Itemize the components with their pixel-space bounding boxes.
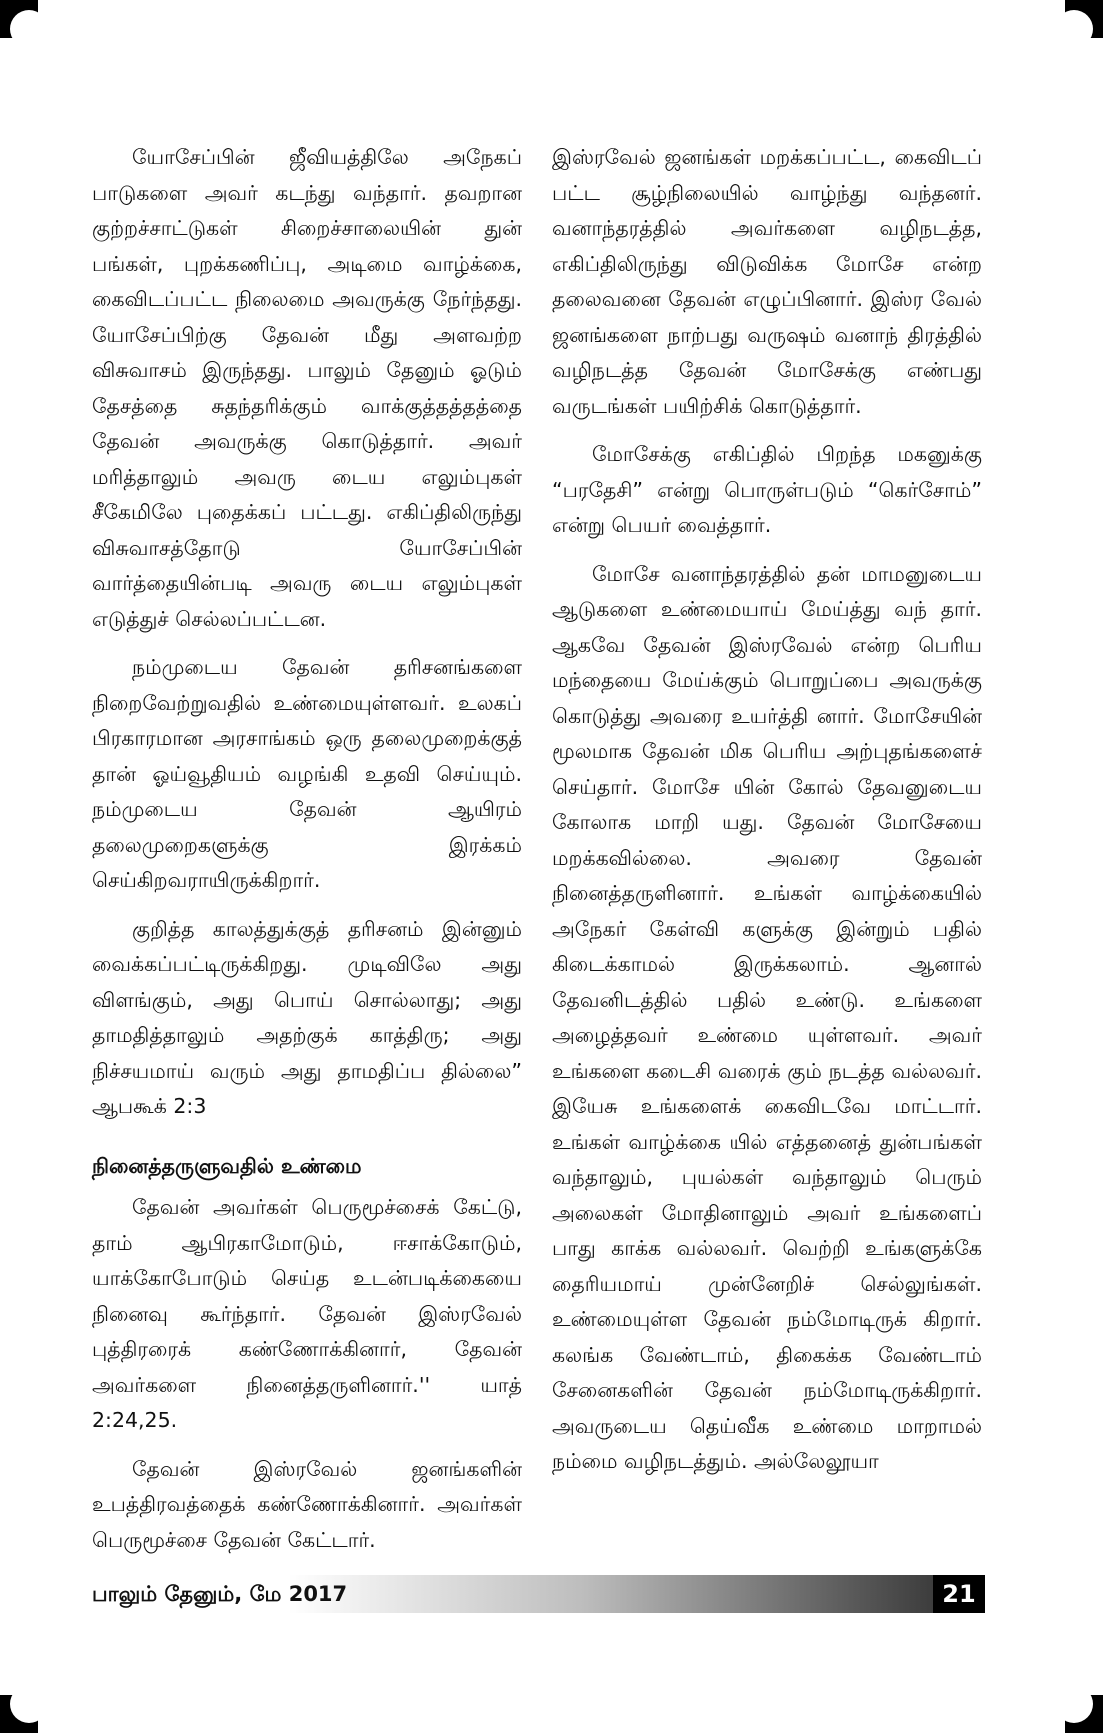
section-heading: நினைத்தருளுவதில் உண்மை [92, 1153, 362, 1178]
publication-title: பாலும் தேனும், மே 2017 [92, 1582, 348, 1606]
paragraph: இஸ்ரவேல் ஜனங்கள் மறக்கப்பட்ட, கைவிடப் பட்ட சூழ்நிலையில் வாழ்ந்து வந்தனர். வனாந்தரத்தில் அவர்களை வழிநடத்த, எகிப்திலிருந்து விடுவிக்க மோசே என்ற தலைவனை தேவன் எழுப்பினார். இஸ்ர வேல் ஜனங்களை நாற்பது வருஷம் வனாந் திரத்தில் வழிநடத்த தேவன் மோசேக்கு எண்பது வருடங்கள் பயிற்சிக் கொடுத்தார். [552, 145, 982, 418]
page-number: 21 [933, 1575, 985, 1613]
paragraph: யோசேப்பின் ஜீவியத்திலே அநேகப் பாடுகளை அவர் கடந்து வந்தார். தவறான குற்றச்சாட்டுகள் சிறைச்சாலையின் துன் பங்கள், புறக்கணிப்பு, அடிமை வாழ்க்கை, கைவிடப்பட்ட நிலைமை அவருக்கு நேர்ந்தது. யோசேப்பிற்கு தேவன் மீது அளவற்ற விசுவாசம் இருந்தது. பாலும் தேனும் ஓடும் தேசத்தை சுதந்தரிக்கும் வாக்குத்தத்தத்தை தேவன் அவருக்கு கொடுத்தார். அவர் மரித்தாலும் அவரு டைய எலும்புகள் சீகேமிலே புதைக்கப் பட்டது. எகிப்திலிருந்து விசுவாசத்தோடு யோசேப்பின் வார்த்தையின்படி அவரு டைய எலும்புகள் எடுத்துச் செல்லப்பட்டன. [92, 145, 522, 631]
paragraph: தேவன் அவர்கள் பெருமூச்சைக் கேட்டு, தாம் ஆபிரகாமோடும், ஈசாக்கோடும், யாக்கோபோடும் செய்த உடன்படிக்கையை நினைவு கூர்ந்தார். தேவன் இஸ்ரவேல் புத்திரரைக் கண்ணோக்கினார், தேவன் அவர்களை நினைத்தருளினார்.'' யாத் 2:24,25. [92, 1195, 522, 1432]
page-footer [92, 1575, 985, 1613]
corner-mark-bottom-left [0, 1695, 38, 1733]
paragraph: மோசே வனாந்தரத்தில் தன் மாமனுடைய ஆடுகளை உண்மையாய் மேய்த்து வந் தார். ஆகவே தேவன் இஸ்ரவேல் என்ற பெரிய மந்தையை மேய்க்கும் பொறுப்பை அவருக்கு கொடுத்து அவரை உயர்த்தி னார். மோசேயின் மூலமாக தேவன் மிக பெரிய அற்புதங்களைச் செய்தார். மோசே யின் கோல் தேவனுடைய கோலாக மாறி யது. தேவன் மோசேயை மறக்கவில்லை. அவரை தேவன் நினைத்தருளினார். உங்கள் வாழ்க்கையில் அநேகர் கேள்வி களுக்கு இன்றும் பதில் கிடைக்காமல் இருக்கலாம். ஆனால் தேவனிடத்தில் பதில் உண்டு. உங்களை அழைத்தவர் உண்மை யுள்ளவர். அவர் உங்களை கடைசி வரைக் கும் நடத்த வல்லவர். இயேசு உங்களைக் கைவிடவே மாட்டார். உங்கள் வாழ்க்கை யில் எத்தனைத் துன்பங்கள் வந்தாலும், புயல்கள் வந்தாலும் பெரும் அலைகள் மோதினாலும் அவர் உங்களைப் பாது காக்க வல்லவர். வெற்றி உங்களுக்கே தைரியமாய் முன்னேறிச் செல்லுங்கள். உண்மையுள்ள தேவன் நம்மோடிருக் கிறார். கலங்க வேண்டாம், திகைக்க வேண்டாம் சேனைகளின் தேவன் நம்மோடிருக்கிறார். அவருடைய தெய்வீக உண்மை மாறாமல் நம்மை வழிநடத்தும். அல்லேலூயா [552, 561, 982, 1473]
corner-mark-bottom-right [1065, 1695, 1103, 1733]
paragraph: குறித்த காலத்துக்குத் தரிசனம் இன்னும் வைக்கப்பட்டிருக்கிறது. முடிவிலே அது விளங்கும், அது பொய் சொல்லாது; அது தாமதித்தாலும் அதற்குக் காத்திரு; அது நிச்சயமாய் வரும் அது தாமதிப்ப தில்லை” ஆபகூக் 2:3 [92, 916, 522, 1118]
left-column [92, 140, 522, 1571]
corner-mark-top-right [1065, 0, 1103, 38]
right-column [552, 140, 982, 1493]
paragraph: நம்முடைய தேவன் தரிசனங்களை நிறைவேற்றுவதில் உண்மையுள்ளவர். உலகப் பிரகாரமான அரசாங்கம் ஒரு தலைமுறைக்குத் தான் ஓய்வூதியம் வழங்கி உதவி செய்யும். நம்முடைய தேவன் ஆயிரம் தலைமுறைகளுக்கு இரக்கம் செய்கிறவராயிருக்கிறார். [92, 655, 522, 892]
paragraph: தேவன் இஸ்ரவேல் ஜனங்களின் உபத்திரவத்தைக் கண்ணோக்கினார். அவர்கள் பெருமூச்சை தேவன் கேட்டார். [92, 1456, 522, 1552]
paragraph: மோசேக்கு எகிப்தில் பிறந்த மகனுக்கு “பரதேசி” என்று பொருள்படும் “கெர்சோம்” என்று பெயர் வைத்தார். [552, 442, 982, 537]
corner-mark-top-left [0, 0, 38, 38]
